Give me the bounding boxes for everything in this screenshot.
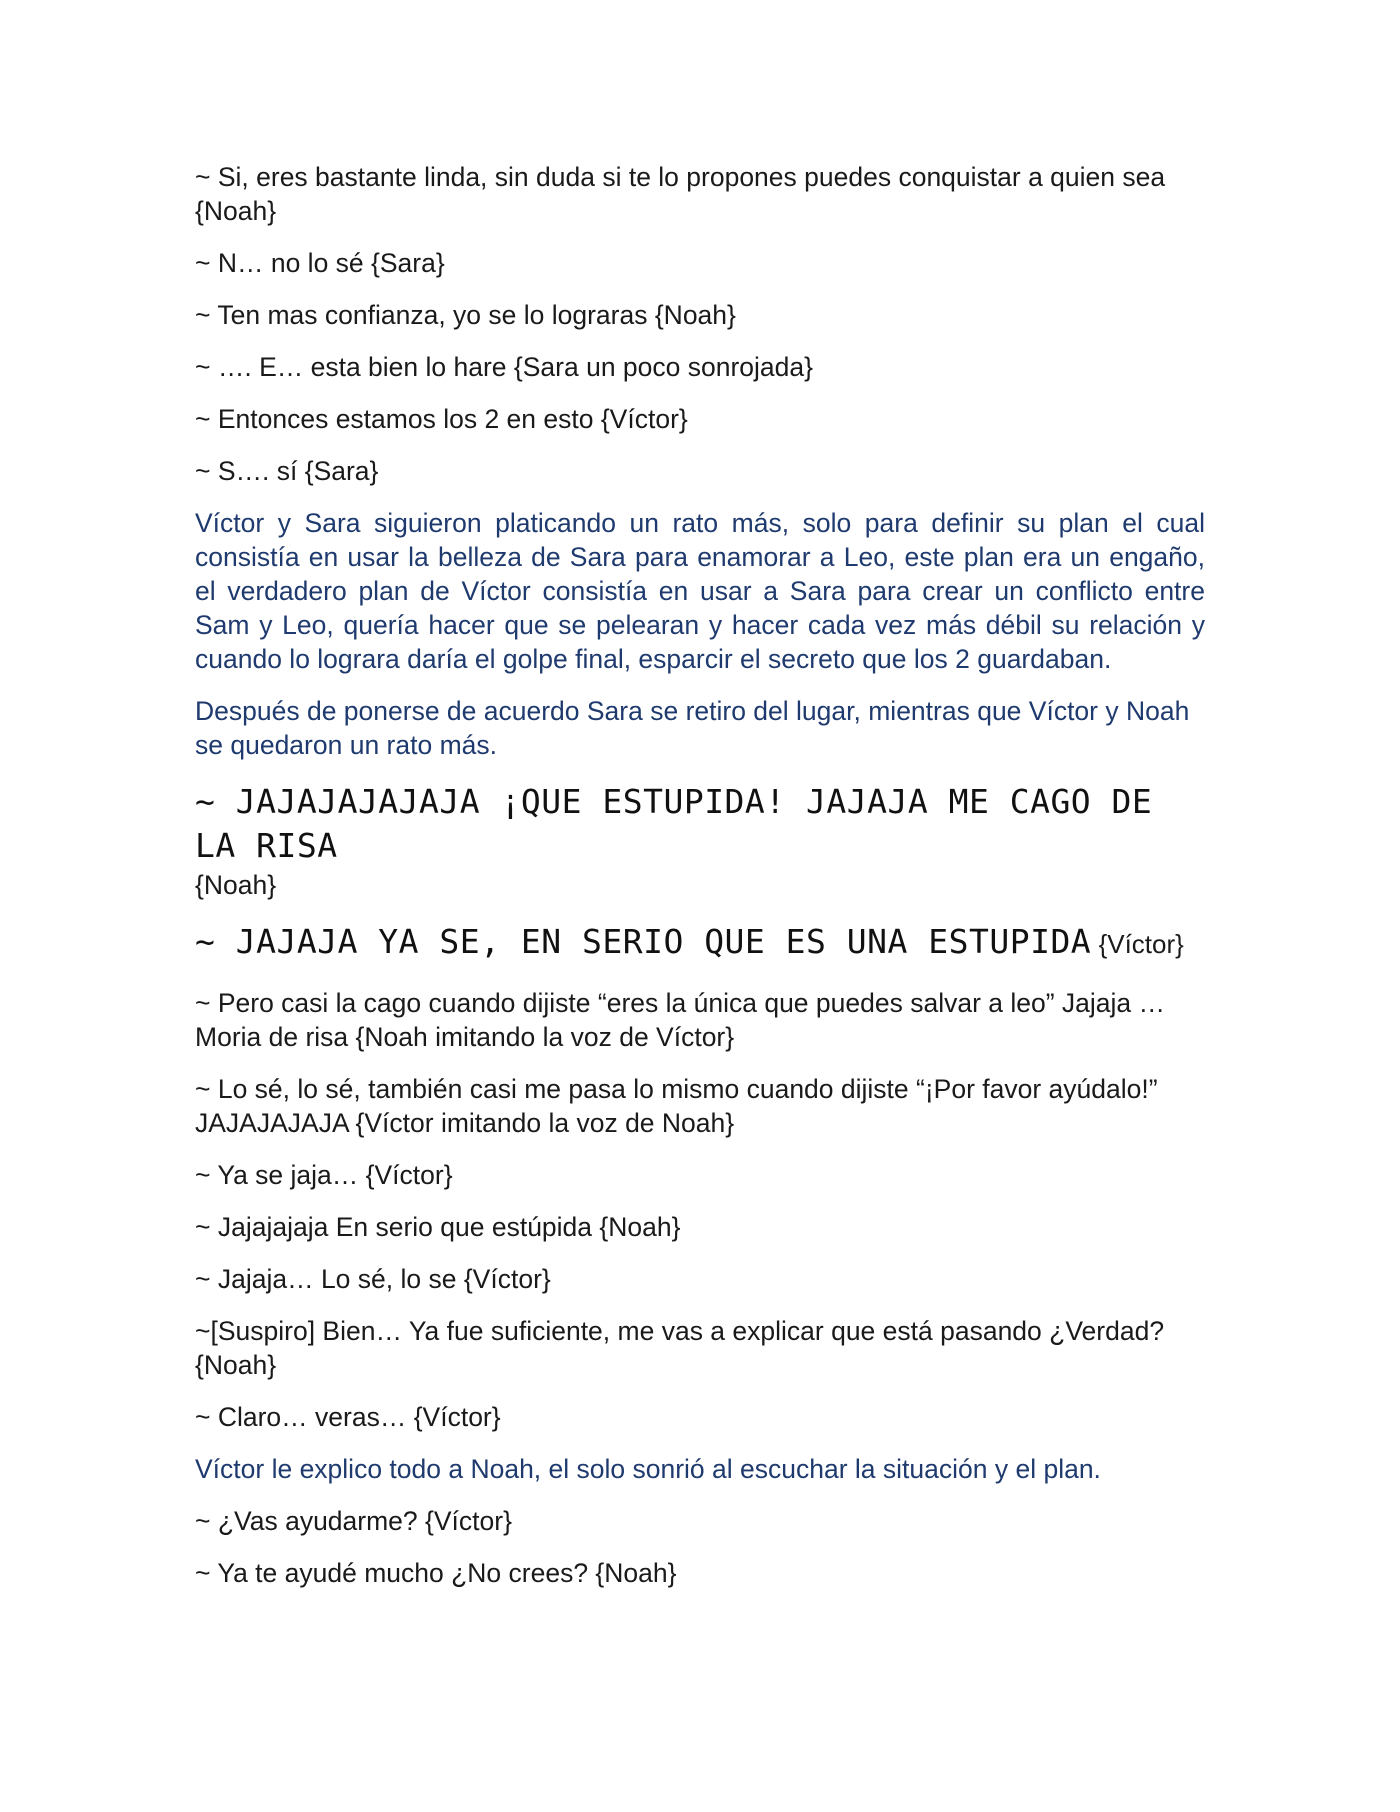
dialogue-line: ~ Si, eres bastante linda, sin duda si te lo propones puedes conquistar a quien sea {Noah}: [195, 162, 1166, 226]
dialogue-line: ~ Jajaja… Lo sé, lo se {Víctor}: [195, 1264, 551, 1294]
dialogue-line: ~ Ya se jaja… {Víctor}: [195, 1160, 453, 1190]
dialogue-line: ~ Claro… veras… {Víctor}: [195, 1402, 501, 1432]
dialogue-line: ~ S…. sí {Sara}: [195, 456, 379, 486]
narration-paragraph: Víctor le explico todo a Noah, el solo sonrió al escuchar la situación y el plan.: [195, 1454, 1101, 1484]
shout-text: ~ JAJAJAJAJAJA ¡QUE ESTUPIDA! JAJAJA ME CAGO DE LA RISA: [195, 782, 1153, 865]
dialogue-line: ~ Entonces estamos los 2 en esto {Víctor}: [195, 404, 688, 434]
dialogue-line: ~ ¿Vas ayudarme? {Víctor}: [195, 1506, 512, 1536]
shout-line-noah: [195, 780, 1205, 902]
shout-line-victor: [195, 920, 1205, 964]
dialogue-line: ~ Jajajajaja En serio que estúpida {Noah}: [195, 1212, 681, 1242]
speaker-tag: {Víctor}: [1098, 929, 1184, 959]
dialogue-line: ~[Suspiro] Bien… Ya fue suficiente, me vas a explicar que está pasando ¿Verdad? {Noah}: [195, 1316, 1165, 1380]
dialogue-line: ~ Ya te ayudé mucho ¿No crees? {Noah}: [195, 1558, 677, 1588]
shout-text: ~ JAJAJA YA SE, EN SERIO QUE ES UNA ESTUPIDA: [195, 922, 1092, 961]
dialogue-line: ~ Pero casi la cago cuando dijiste “eres la única que puedes salvar a leo” Jajaja … Moria de risa {Noah imitando la voz de Víctor}: [195, 988, 1166, 1052]
dialogue-line: ~ Ten mas confianza, yo se lo lograras {Noah}: [195, 300, 736, 330]
narration-paragraph: Víctor y Sara siguieron platicando un rato más, solo para definir su plan el cual consistía en usar la belleza de Sara para enamorar a Leo, este plan era un engaño, el verdadero plan de Víctor consistía en usar a Sara para crear un conflicto entre Sam y Leo, quería hacer que se pelearan y hacer cada vez más débil su relación y cuando lo lograra daría el golpe final, esparcir el secreto que los 2 guardaban.: [195, 508, 1205, 674]
dialogue-line: ~ N… no lo sé {Sara}: [195, 248, 445, 278]
dialogue-line: ~ Lo sé, lo sé, también casi me pasa lo mismo cuando dijiste “¡Por favor ayúdalo!” JAJAJAJAJA {Víctor imitando la voz de Noah}: [195, 1074, 1158, 1138]
narration-paragraph: Después de ponerse de acuerdo Sara se retiro del lugar, mientras que Víctor y Noah se quedaron un rato más.: [195, 696, 1190, 760]
speaker-tag: {Noah}: [195, 870, 277, 900]
dialogue-line: ~ …. E… esta bien lo hare {Sara un poco sonrojada}: [195, 352, 814, 382]
